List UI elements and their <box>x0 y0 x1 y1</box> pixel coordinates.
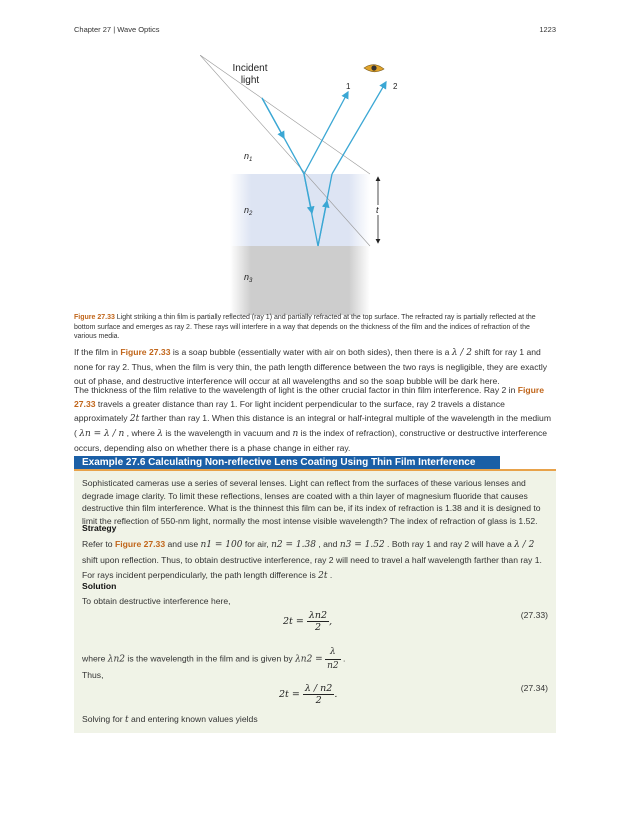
solution-heading: Solution <box>82 581 117 591</box>
where-text-2: is the wavelength in the film and is given by <box>125 653 296 664</box>
incident-label-2: light <box>240 75 260 86</box>
strategy-heading: Strategy <box>82 523 117 533</box>
caption-text: Light striking a thin film is partially reflected (ray 1) and partially refracted at the top surface. The refracted ray is partially reflected at the bottom surface and emerges as ray 2. These rays will interfere in a way that depends on the thickness of the film and the indices of refraction of the various media. <box>74 314 536 340</box>
eq1-denominator: 2 <box>314 622 321 633</box>
para2-text-3: farther than ray 1. When this distance is an integral or half-integral multiple of the wavelength in the medium ( <box>74 413 551 438</box>
math-lambda-n2-eq: λn2 = <box>295 654 323 665</box>
math-2t: 2t <box>318 571 328 581</box>
caption-label: Figure 27.33 <box>74 314 115 321</box>
eq2-numerator: λ / n2 <box>304 683 333 694</box>
equation-27-34 <box>279 683 337 706</box>
math-n2: n2 = 1.38 <box>271 540 316 550</box>
strategy-text-6: shift upon reflection. Thus, to obtain destructive interference, ray 2 will need to travel a half wavelength farther than ray 1. For rays incident perpendicularly, the path length difference is <box>82 555 542 580</box>
solving-text-2: and entering known values yields <box>128 714 258 724</box>
paragraph-soap-bubble <box>74 345 556 388</box>
para2-text-5: is the wavelength in vacuum and <box>162 428 293 438</box>
where-denominator: n2 <box>327 660 339 671</box>
page-number: 1223 <box>539 25 556 34</box>
paragraph-thickness <box>74 383 556 455</box>
math-lambda-n: λn = λ / n <box>79 429 125 439</box>
strategy-text-7: . <box>327 570 333 580</box>
math-t: t <box>125 715 129 725</box>
where-text-1: where <box>82 653 108 664</box>
thickness-label: t <box>376 205 379 215</box>
eq1-fraction <box>307 610 329 633</box>
n2-label: $n_2$ <box>244 205 253 217</box>
strategy-text-5: . Both ray 1 and ray 2 will have a <box>384 539 515 549</box>
math-n: n <box>292 429 299 439</box>
para2-text-4: , where <box>124 428 158 438</box>
ray-2-label: 2 <box>393 82 398 91</box>
figure-caption <box>74 313 554 342</box>
example-intro: Sophisticated cameras use a series of several lenses. Light can reflect from the surfaces of these various lenses and degrade image clarity. To limit these reflections, lenses are coated with a thin layer of magnesium fluoride that causes destructive thin film interference. What is the thinnest this film can be, if its index of refraction is 1.38 and it is designed to limit the reflection of 550-nm light, normally the most intense visible wavelength? The index of refraction of glass is 1.52. <box>82 478 541 526</box>
para1-text-1: If the film in <box>74 347 121 357</box>
strategy-text-3: for air, <box>242 539 272 549</box>
figure-link[interactable]: Figure 27.33 <box>74 385 545 409</box>
incident-ray-arrow <box>262 98 284 138</box>
solution-intro: To obtain destructive interference here, <box>82 596 231 606</box>
where-numerator: λ <box>325 646 341 660</box>
emerging-ray-2 <box>332 82 386 174</box>
para1-text-3: shift for ray 1 and none for ray 2. Thus, when the film is very thin, the path length difference between the two rays is negligible, they are exactly out of phase, and destructive interference will occur at all wavelengths and so the soap bubble will be dark here. <box>74 347 548 386</box>
eq2-fraction <box>303 683 334 706</box>
film-top-surface <box>200 55 370 174</box>
incident-label-1: Incident <box>232 63 268 74</box>
strategy-text-4: , and <box>315 539 340 549</box>
eq2-lhs: 2t = <box>279 689 300 700</box>
n1-label: $n_1$ <box>244 151 253 163</box>
para1-text-2: is a soap bubble (essentially water with air on both sides), then there is a <box>170 347 452 357</box>
math-lambda-n2: λn2 <box>107 654 126 665</box>
example-title: Example 27.6 Calculating Non-reflective Lens Coating Using Thin Film Interference <box>74 456 500 470</box>
eq2-denominator: 2 <box>315 695 322 706</box>
eq1-numerator: λn2 <box>308 610 328 621</box>
math-lambda: λ <box>157 429 163 439</box>
math-n3: n3 = 1.52 <box>339 540 385 550</box>
strategy-text-1: Refer to <box>82 539 115 549</box>
math-lambda-half: λ / 2 <box>514 540 535 550</box>
solving-line <box>82 713 548 727</box>
para2-text-6: is the index of refraction), constructive or destructive interference occurs, depending also on whether there is a phase change in either ray. <box>74 428 548 453</box>
figure-link[interactable]: Figure 27.33 <box>120 347 171 357</box>
reflected-ray-1 <box>304 92 348 174</box>
eq2-tail: . <box>334 689 338 700</box>
eq1-lhs: 2t = <box>283 616 304 627</box>
strategy-text-2: and use <box>165 539 201 549</box>
eq1-tail: , <box>329 616 333 627</box>
math-n1: n1 = 100 <box>200 540 243 550</box>
solving-text-1: Solving for <box>82 714 125 724</box>
figure-link[interactable]: Figure 27.33 <box>114 539 166 549</box>
thin-film-figure <box>200 55 400 315</box>
where-text-3: . <box>340 653 346 664</box>
strategy-text <box>82 537 548 584</box>
n3-label: $n_3$ <box>244 272 253 284</box>
film-layer <box>230 174 370 246</box>
eye-icon <box>364 65 384 72</box>
math-2t: 2t <box>129 414 140 424</box>
equation-27-33 <box>283 610 332 633</box>
ray-1-label: 1 <box>346 82 351 91</box>
para2-text-2: travels a greater distance than ray 1. For light incident perpendicular to the surface, ray 2 travels a distance approximately <box>74 399 505 423</box>
para2-text-1: The thickness of the film relative to the wavelength of light is the other crucial factor in thin film interference. Ray 2 in <box>74 385 518 395</box>
thus-line: Thus, <box>82 670 104 680</box>
math-lambda-half: λ / 2 <box>451 348 473 358</box>
equation-number-27-34: (27.34) <box>520 683 548 693</box>
chapter-header: Chapter 27 | Wave Optics <box>74 25 160 34</box>
equation-number-27-33: (27.33) <box>520 610 548 620</box>
